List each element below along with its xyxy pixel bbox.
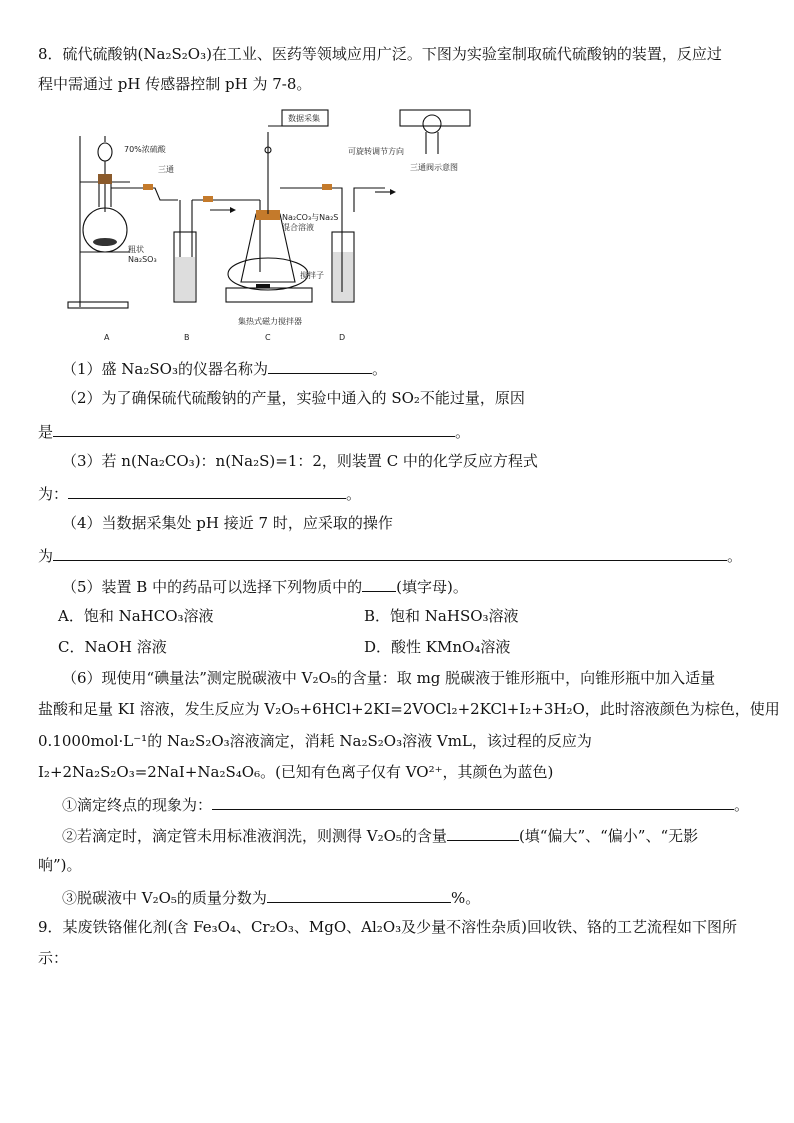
- answer-blank-4[interactable]: [53, 544, 727, 561]
- letter-c: C: [265, 333, 271, 342]
- solid-label-1: 粗状: [128, 245, 144, 254]
- letter-b: B: [184, 333, 190, 342]
- q8-intro-line1: 8．硫代硫酸钠(Na₂S₂O₃)在工业、医药等领域应用广泛。下图为实验室制取硫代硫酸钠的装置，反应过: [38, 45, 722, 63]
- option-b[interactable]: B．饱和 NaHSO₃溶液: [364, 607, 519, 625]
- answer-blank-1[interactable]: [268, 357, 372, 374]
- answer-blank-2[interactable]: [53, 420, 455, 437]
- q8-part6-line3: 0.1000mol·L⁻¹的 Na₂S₂O₃溶液滴定，消耗 Na₂S₂O₃溶液 VmL，该过程的反应为: [38, 732, 592, 750]
- option-a[interactable]: A．饱和 NaHCO₃溶液: [58, 607, 214, 625]
- option-d[interactable]: D．酸性 KMnO₄溶液: [364, 638, 511, 656]
- adjust-label: 可旋转调节方向: [348, 147, 404, 156]
- q8-part2-line2: 是 。: [38, 420, 470, 442]
- q8-part6-line4: I₂+2Na₂S₂O₃=2NaI+Na₂S₄O₆。(已知有色离子仅有 VO²⁺，其颜色为蓝色): [38, 763, 554, 781]
- mix-label-2: 混合溶液: [282, 223, 314, 232]
- answer-blank-7[interactable]: [447, 824, 519, 841]
- q8-part4-line1: （4）当数据采集处 pH 接近 7 时，应采取的操作: [62, 514, 393, 532]
- tee-label: 三通: [158, 165, 174, 174]
- q8-part6-line2: 盐酸和足量 KI 溶液，发生反应为 V₂O₅+6HCl+2KI=2VOCl₂+2KCl+I₂+3H₂O，此时溶液颜色为棕色，使用: [38, 700, 780, 718]
- valve-label: 三通阀示意图: [410, 163, 458, 172]
- q9-line2: 示：: [38, 949, 69, 967]
- q8-sub2-line1: ②若滴定时，滴定管未用标准液润洗，则测得 V₂O₅的含量 (填“偏大”、“偏小”、“无影: [62, 824, 698, 846]
- q8-intro-line2: 程中需通过 pH 传感器控制 pH 为 7-8。: [38, 75, 312, 93]
- answer-blank-3[interactable]: [68, 482, 346, 499]
- q8-part5: （5）装置 B 中的药品可以选择下列物质中的 (填字母)。: [62, 575, 468, 597]
- mix-label-1: Na₂CO₃与Na₂S: [282, 213, 339, 222]
- apparatus-figure: [60, 102, 480, 348]
- q8-sub3: ③脱碳液中 V₂O₅的质量分数为 %。: [62, 886, 480, 908]
- q8-part4-line2: 为 。: [38, 544, 742, 566]
- q9-line1: 9．某废铁铬催化剂(含 Fe₃O₄、Cr₂O₃、MgO、Al₂O₃及少量不溶性杂质)回收铁、铬的工艺流程如下图所: [38, 918, 737, 936]
- q8-part3-line2: 为： 。: [38, 482, 361, 504]
- q8-sub2-line2: 响”)。: [38, 856, 82, 874]
- acid-label: 70%浓硫酸: [124, 145, 166, 154]
- stirrer-label: 集热式磁力搅拌器: [238, 317, 302, 326]
- q8-part3-line1: （3）若 n(Na₂CO₃)：n(Na₂S)=1：2，则装置 C 中的化学反应方程式: [62, 452, 538, 470]
- data-collection-label: 数据采集: [288, 114, 320, 123]
- letter-d: D: [339, 333, 346, 342]
- q8-part6-line1: （6）现使用“碘量法”测定脱碳液中 V₂O₅的含量：取 mg 脱碳液于锥形瓶中，向锥形瓶中加入适量: [62, 669, 716, 687]
- solid-label-2: Na₂SO₃: [128, 255, 157, 264]
- answer-blank-5[interactable]: [362, 575, 396, 592]
- letter-a: A: [104, 333, 110, 342]
- q8-sub1: ①滴定终点的现象为： 。: [62, 793, 749, 815]
- stirbar-label: 搅拌子: [300, 271, 324, 280]
- q8-part1: （1）盛 Na₂SO₃的仪器名称为 。: [62, 357, 387, 379]
- answer-blank-8[interactable]: [267, 886, 451, 903]
- q8-part2-line1: （2）为了确保硫代硫酸钠的产量，实验中通入的 SO₂不能过量，原因: [62, 389, 525, 407]
- answer-blank-6[interactable]: [212, 793, 734, 810]
- option-c[interactable]: C．NaOH 溶液: [58, 638, 167, 656]
